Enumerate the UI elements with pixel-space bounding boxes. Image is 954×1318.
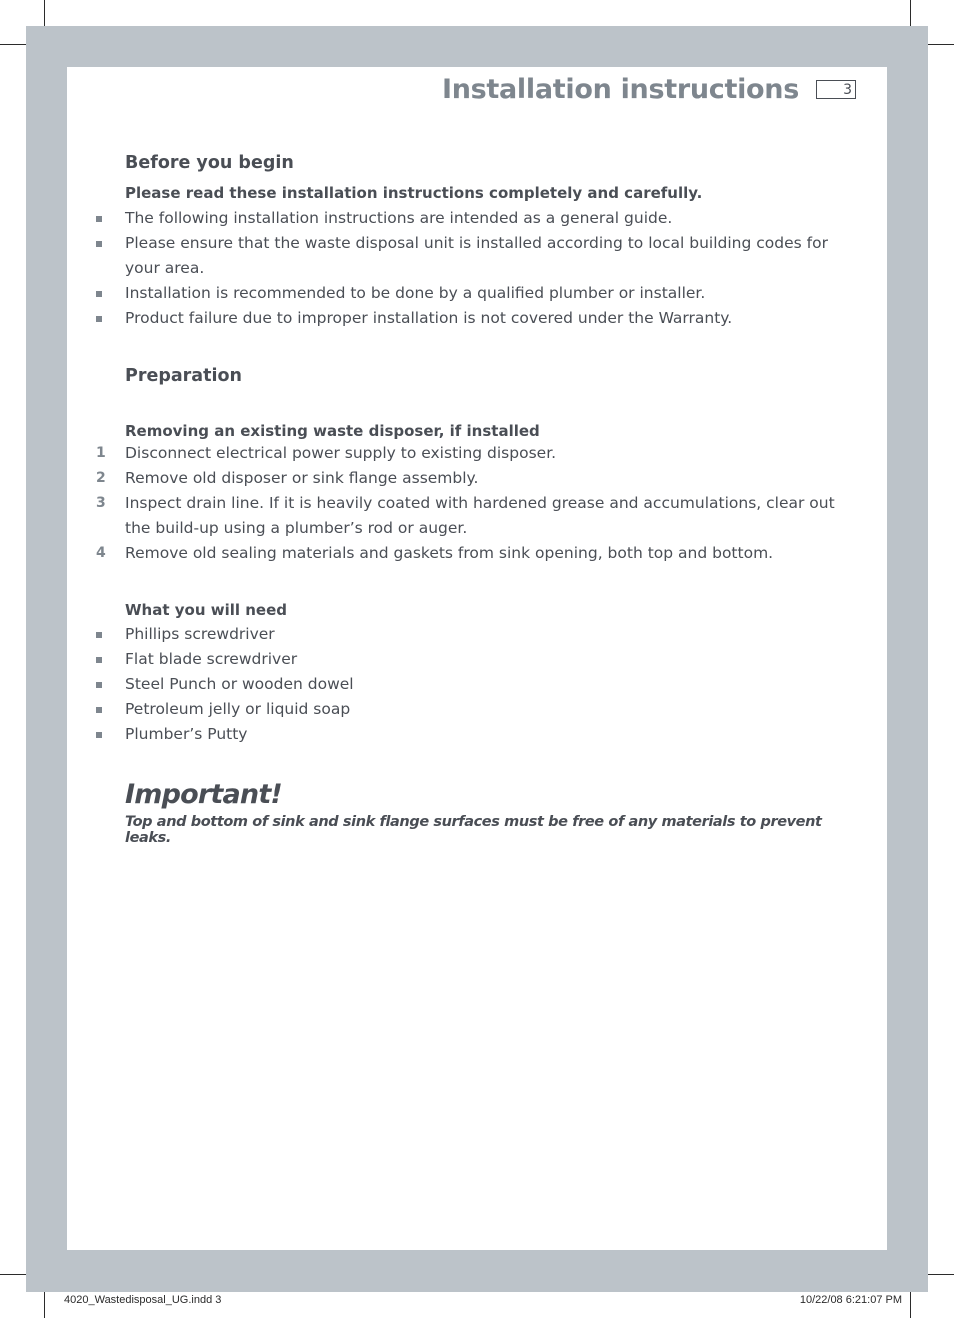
crop-mark [910,1292,911,1318]
crop-mark [44,0,45,26]
crop-mark [44,1292,45,1318]
bullet-icon [96,707,102,713]
step-number: 1 [96,445,106,461]
subheading: What you will need [125,601,287,619]
subheading: Removing an existing waste disposer, if installed [125,422,540,440]
step-number: 4 [96,545,106,561]
list-item: 1 Disconnect electrical power supply to existing disposer. [125,441,845,466]
bullet-icon [96,216,102,222]
list-item: Please ensure that the waste disposal unit is installed according to local building codes for your area. [125,231,845,281]
important-note [125,779,845,846]
file-slug: 4020_Wastedisposal_UG.indd 3 [64,1294,222,1306]
list-item: Steel Punch or wooden dowel [125,672,845,697]
numbered-list [96,441,845,566]
important-title: Important! [125,779,282,810]
crop-mark [0,44,26,45]
list-item: Product failure due to improper installation is not covered under the Warranty. [125,306,845,331]
important-text: Top and bottom of sink and sink flange surfaces must be free of any materials to prevent leaks. [125,814,822,846]
timestamp-slug: 10/22/08 6:21:07 PM [799,1294,902,1306]
bullet-list [125,622,845,747]
step-number: 3 [96,495,106,511]
what-you-need-subsection [125,601,845,747]
list-item: 3 Inspect drain line. If it is heavily coated with hardened grease and accumulations, clear out the build-up using a plumber’s rod or auger. [125,491,845,541]
crop-mark [0,1274,26,1275]
crop-mark [928,1274,954,1275]
section-heading: Before you begin [125,153,294,173]
preparation-section [125,366,845,386]
list-item: Installation is recommended to be done by a qualified plumber or installer. [125,281,845,306]
section-heading: Preparation [125,366,242,386]
list-item: Flat blade screwdriver [125,647,845,672]
list-item: 4 Remove old sealing materials and gaskets from sink opening, both top and bottom. [125,541,845,566]
bullet-icon [96,657,102,663]
before-you-begin-section [125,153,845,331]
page-number: 3 [816,80,856,99]
bullet-list [125,206,845,331]
lead-text: Please read these installation instructions completely and carefully. [125,184,703,202]
list-item: 2 Remove old disposer or sink flange assembly. [125,466,845,491]
page-title: Installation instructions [441,74,799,105]
crop-mark [928,44,954,45]
removing-subsection [96,422,845,566]
bullet-icon [96,291,102,297]
bullet-icon [96,241,102,247]
bullet-icon [96,732,102,738]
list-item: Plumber’s Putty [125,722,845,747]
list-item: Phillips screwdriver [125,622,845,647]
bullet-icon [96,316,102,322]
crop-mark [910,0,911,26]
list-item: Petroleum jelly or liquid soap [125,697,845,722]
step-number: 2 [96,470,106,486]
bullet-icon [96,632,102,638]
list-item: The following installation instructions are intended as a general guide. [125,206,845,231]
bullet-icon [96,682,102,688]
